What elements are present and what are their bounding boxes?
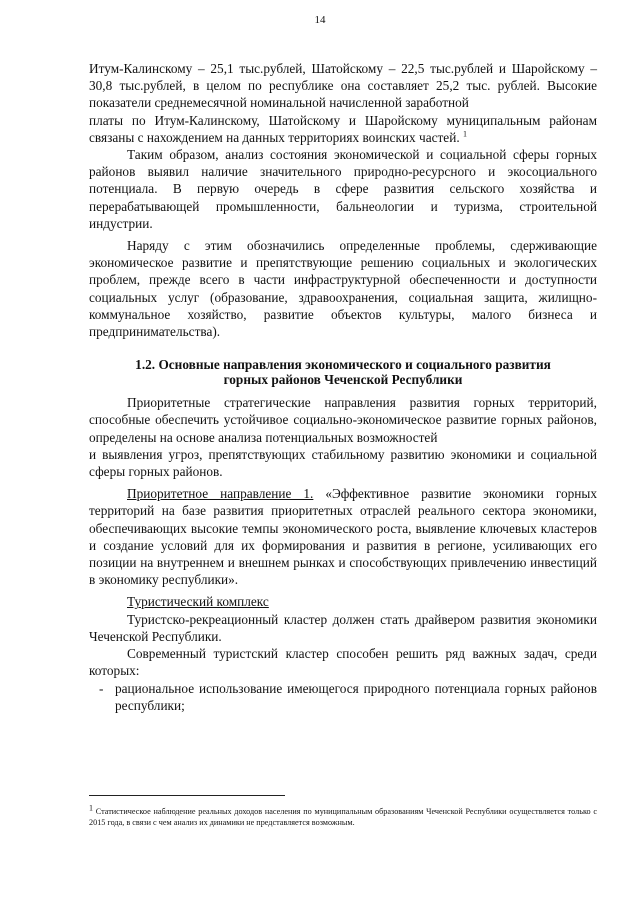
- paragraph-priority-1: [89, 485, 597, 588]
- section-heading: [89, 358, 597, 387]
- paragraph-threats: и выявления угроз, препятствующих стабильному развитию экономики и социальной сферы горных районов.: [89, 446, 597, 480]
- footnote-mark: 1: [89, 803, 93, 813]
- list-item: [89, 680, 597, 714]
- bullet-dash: -: [99, 680, 104, 696]
- paragraph-tourism-cluster: Туристско-рекреационный кластер должен стать драйвером развития экономики Чеченской Республики.: [89, 611, 597, 644]
- subheading-tourism: Туристический комплекс: [127, 594, 269, 610]
- paragraph-cluster-tasks: Современный туристский кластер способен решить ряд важных задач, среди которых:: [89, 646, 597, 679]
- paragraph-problems: Наряду с этим обозначились определенные проблемы, сдерживающие экономическое развитие и препятствующие решению социальных и экологических проблем, прежде всего в части инфраструктурной обеспеченности и доступности социальных услуг (образование, здравоохранения, социальная защита, жилищно-коммунальное хозяйство, развитие объектов культуры, малого бизнеса и предпринимательства).: [89, 238, 597, 340]
- section-heading-line-2: горных районов Чеченской Республики: [223, 371, 463, 387]
- page-number: 14: [314, 14, 326, 26]
- priority-text: «Эффективное развитие экономики горных территорий на базе развития приоритетных отраслей реального сектора экономики, обеспечивающих высокие темпы экономического роста, выявление ключевых кластеров и создание условий для их формирования и развития в регионе, усиливающих его позиции на внутреннем и внешнем рынках и способствующих привлечению инвестиций в экономику республики».: [89, 486, 597, 588]
- footnote: [89, 803, 597, 828]
- priority-label: Приоритетное направление 1.: [127, 486, 314, 502]
- paragraph-military-units-text: платы по Итум-Калинскому, Шатойскому и Шаройскому муниципальным районам связаны с нахождением на данных территориях воинских частей.: [89, 112, 597, 145]
- paragraph-military-units: [89, 112, 597, 146]
- paragraph-salary-values: Итум-Калинскому – 25,1 тыс.рублей, Шатойскому – 22,5 тыс.рублей и Шаройскому – 30,8 тыс.рублей, в целом по республике она составляет 25,2 тыс. рублей. Высокие показатели среднемесячной номинальной начисленной заработной: [89, 61, 597, 111]
- footnote-text: Статистическое наблюдение реальных доходов населения по муниципальным образованиям Чеченской Республики осуществляется только с 2015 года, в связи с чем анализ их динамики не представляется возможным.: [89, 807, 597, 827]
- paragraph-priority-directions: Приоритетные стратегические направления развития горных территорий, способные обеспечить устойчивое социально-экономическое развитие горных районов, определены на основе анализа потенциальных возможностей: [89, 395, 597, 445]
- footnote-reference[interactable]: 1: [462, 129, 467, 139]
- list-item-text: рациональное использование имеющегося природного потенциала горных районов республики;: [115, 680, 597, 713]
- section-heading-line-1: 1.2. Основные направления экономического и социального развития: [135, 357, 551, 373]
- paragraph-potential: Таким образом, анализ состояния экономической и социальной сферы горных районов выявил наличие значительного природно-ресурсного и экосоциального потенциала. В первую очередь в сфере развития сельского хозяйства и перерабатывающей промышленности, бальнеологии и туризма, строительной индустрии.: [89, 147, 597, 231]
- footnote-divider: [89, 795, 285, 796]
- document-body: [89, 60, 597, 714]
